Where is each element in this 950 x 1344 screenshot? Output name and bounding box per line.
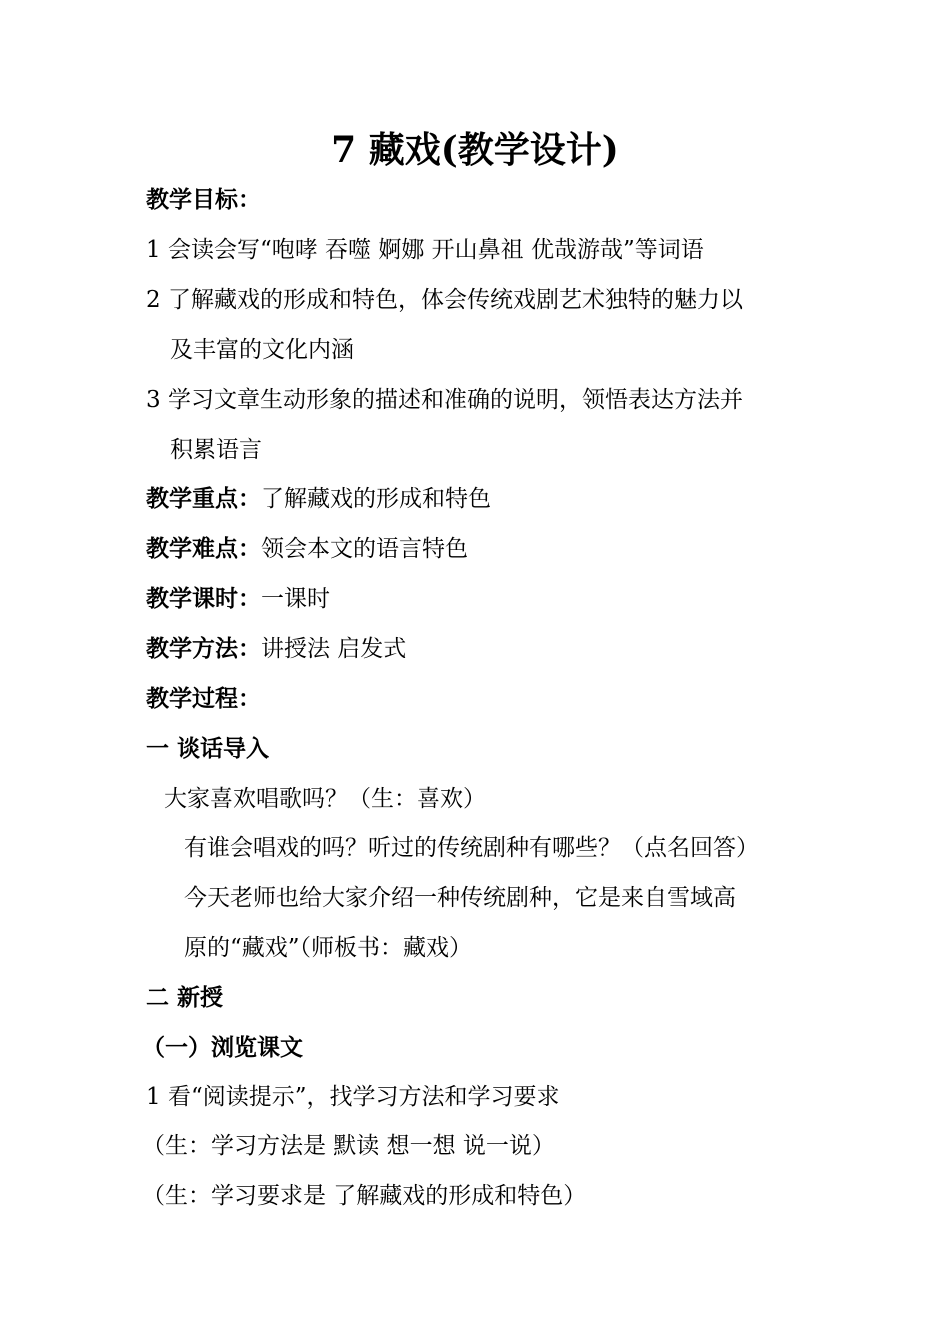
- key-point-label: 教学重点：: [146, 485, 261, 512]
- document-title: 7 藏戏(教学设计): [331, 129, 619, 171]
- section2-line: （生：学习要求是 了解藏戏的形成和特色）: [142, 1183, 587, 1209]
- objective-item: 积累语言: [170, 437, 262, 463]
- class-hours-label: 教学课时：: [146, 585, 261, 612]
- section2-subheading: （一）浏览课文: [142, 1034, 303, 1061]
- section2-line: （生：学习方法是 默读 想一想 说一说）: [142, 1133, 555, 1159]
- section1-line: 大家喜欢唱歌吗？（生：喜欢）: [164, 786, 486, 812]
- key-point-value: 了解藏戏的形成和特色: [261, 486, 491, 512]
- method-row: [146, 634, 826, 664]
- section1-line: 今天老师也给大家介绍一种传统剧种，它是来自雪域高: [184, 885, 736, 911]
- class-hours-row: [146, 584, 826, 614]
- difficulty-row: [146, 534, 826, 564]
- difficulty-label: 教学难点：: [146, 535, 261, 562]
- method-value: 讲授法 启发式: [261, 636, 407, 662]
- section1-heading: 一 谈话导入: [146, 735, 270, 762]
- objectives-heading: 教学目标：: [146, 186, 261, 213]
- section2-heading: 二 新授: [146, 984, 224, 1011]
- class-hours-value: 一课时: [261, 586, 330, 612]
- section1-line: 有谁会唱戏的吗？听过的传统剧种有哪些？（点名回答）: [184, 835, 759, 861]
- section1-line: 原的“藏戏”（师板书：藏戏）: [184, 935, 473, 961]
- difficulty-value: 领会本文的语言特色: [261, 536, 468, 562]
- key-point-row: [146, 484, 826, 514]
- section2-line: 1 看“阅读提示”，找学习方法和学习要求: [146, 1084, 560, 1110]
- process-heading: 教学过程：: [146, 685, 261, 712]
- method-label: 教学方法：: [146, 635, 261, 662]
- objective-item: 3 学习文章生动形象的描述和准确的说明，领悟表达方法并: [146, 387, 743, 413]
- objective-item: 及丰富的文化内涵: [170, 337, 354, 363]
- objective-item: 1 会读会写“咆哮 吞噬 婀娜 开山鼻祖 优哉游哉”等词语: [146, 237, 704, 263]
- objective-item: 2 了解藏戏的形成和特色，体会传统戏剧艺术独特的魅力以: [146, 287, 743, 313]
